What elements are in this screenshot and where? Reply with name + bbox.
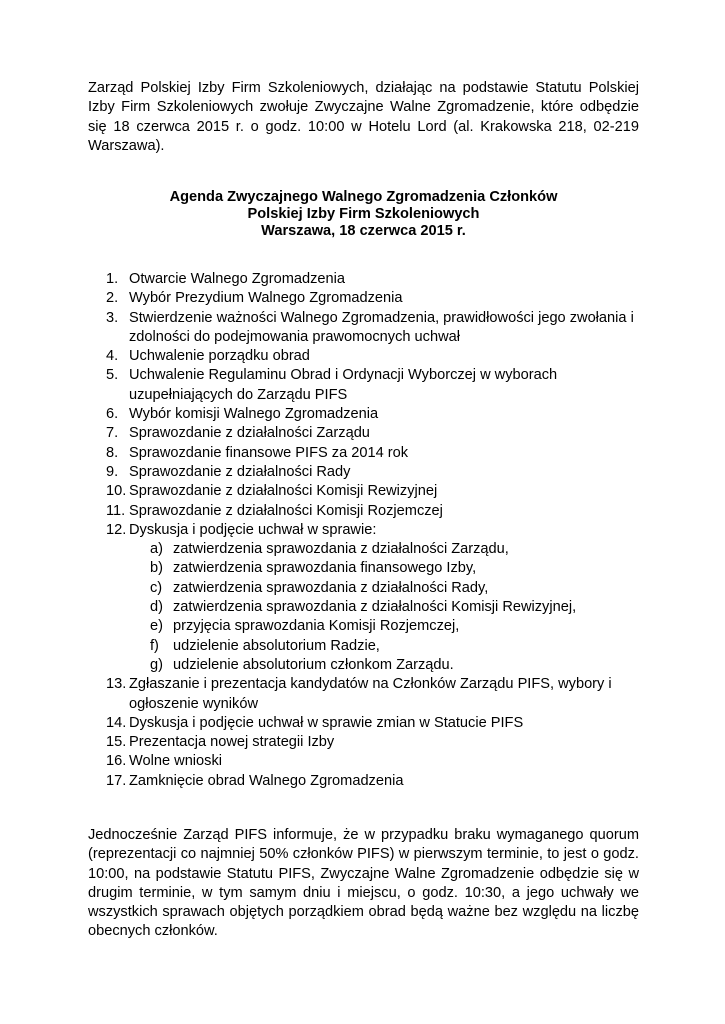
agenda-item-number: 14. <box>106 714 127 731</box>
intro-paragraph: Zarząd Polskiej Izby Firm Szkoleniowych, działając na podstawie Statutu Polskiej Izby Firm Szkoleniowych zwołuje Zwyczajne Walne Zgromadzenie, które odbędzie się 18 czerwca 2015 r. o godz. 10:00 w Hotelu Lord (al. Krakowska 218, 02-219 Warszawa). <box>88 80 639 154</box>
agenda-sub-item-text: udzielenie absolutorium członkom Zarządu. <box>173 656 454 673</box>
agenda-item <box>88 521 648 540</box>
agenda-item-text: Uchwalenie Regulaminu Obrad i Ordynacji Wyborczej w wyborach uzupełniających do Zarządu PIFS <box>129 367 558 403</box>
agenda-item-number: 13. <box>106 676 127 693</box>
agenda-item <box>88 772 648 791</box>
agenda-sub-item <box>88 637 648 656</box>
agenda-sub-item <box>88 540 648 559</box>
agenda-item-number: 1. <box>106 271 119 287</box>
agenda-item-number: 12. <box>106 521 127 538</box>
agenda-item-text: Sprawozdanie z działalności Komisji Rewizyjnej <box>129 483 438 500</box>
agenda-sub-item-letter: f) <box>150 637 159 654</box>
agenda-item <box>88 405 648 424</box>
agenda-sub-item-text: udzielenie absolutorium Radzie, <box>173 637 380 654</box>
agenda-item-number: 6. <box>106 406 119 423</box>
agenda-item-number: 17. <box>106 772 127 789</box>
agenda-sub-item <box>88 598 648 617</box>
agenda-item <box>88 444 648 463</box>
agenda-item-text: Sprawozdanie z działalności Komisji Rozjemczej <box>129 502 443 519</box>
agenda-item-number: 11. <box>106 502 126 519</box>
agenda-title-line-2: Polskiej Izby Firm Szkoleniowych <box>247 206 480 222</box>
agenda-sub-item-text: zatwierdzenia sprawozdania z działalności Rady, <box>173 579 489 596</box>
agenda-sub-item-text: zatwierdzenia sprawozdania finansowego Izby, <box>173 560 477 577</box>
agenda-item-text: Zgłaszanie i prezentacja kandydatów na Członków Zarządu PIFS, wybory i ogłoszenie wyników <box>129 676 612 712</box>
agenda-title-line-3: Warszawa, 18 czerwca 2015 r. <box>261 223 466 239</box>
agenda-sub-item <box>88 656 648 675</box>
agenda-sub-item <box>88 617 648 636</box>
agenda-item-number: 4. <box>106 348 119 365</box>
agenda-item <box>88 463 648 482</box>
agenda-title-line-1: Agenda Zwyczajnego Walnego Zgromadzenia Członków <box>169 189 558 205</box>
agenda-item <box>88 366 648 405</box>
agenda-item-text: Stwierdzenie ważności Walnego Zgromadzenia, prawidłowości jego zwołania i zdolności do podejmowania prawomocnych uchwał <box>129 309 634 345</box>
agenda-item-number: 15. <box>106 734 127 751</box>
agenda-item-text: Sprawozdanie z działalności Rady <box>129 463 351 480</box>
agenda-item-number: 7. <box>106 425 119 442</box>
agenda-sub-item-text: zatwierdzenia sprawozdania z działalności Komisji Rewizyjnej, <box>173 599 577 616</box>
agenda-item-text: Dyskusja i podjęcie uchwał w sprawie: <box>129 521 377 538</box>
agenda-item <box>88 714 648 733</box>
agenda-sub-item <box>88 579 648 598</box>
agenda-sub-item-letter: a) <box>150 541 163 558</box>
agenda-item <box>88 424 648 443</box>
agenda-list <box>88 270 648 791</box>
agenda-item-number: 5. <box>106 367 119 384</box>
agenda-item-text: Wolne wnioski <box>129 753 223 770</box>
agenda-sub-item-letter: d) <box>150 599 163 616</box>
agenda-sub-item-letter: e) <box>150 618 163 635</box>
agenda-item <box>88 270 648 289</box>
agenda-item-text: Prezentacja nowej strategii Izby <box>129 734 335 751</box>
agenda-item-number: 9. <box>106 463 119 480</box>
agenda-item <box>88 482 648 501</box>
agenda-item <box>88 289 648 308</box>
agenda-item <box>88 309 648 348</box>
agenda-item-text: Zamknięcie obrad Walnego Zgromadzenia <box>129 772 404 789</box>
agenda-item <box>88 752 648 771</box>
agenda-sub-item-letter: c) <box>150 579 163 596</box>
agenda-title <box>88 189 639 240</box>
agenda-item-number: 16. <box>106 753 127 770</box>
agenda-sub-item-text: zatwierdzenia sprawozdania z działalności Zarządu, <box>173 541 509 558</box>
agenda-item-text: Dyskusja i podjęcie uchwał w sprawie zmian w Statucie PIFS <box>129 714 524 731</box>
agenda-item <box>88 502 648 521</box>
agenda-item-number: 10. <box>106 483 127 500</box>
agenda-item-number: 8. <box>106 444 119 461</box>
agenda-item-number: 2. <box>106 290 119 307</box>
agenda-item <box>88 733 648 752</box>
agenda-item-number: 3. <box>106 309 119 326</box>
closing-paragraph: Jednocześnie Zarząd PIFS informuje, że w przypadku braku wymaganego quorum (reprezentacji co najmniej 50% członków PIFS) w pierwszym terminie, to jest o godz. 10:00, na podstawie Statutu PIFS, Zwyczajne Walne Zgromadzenie odbędzie się w drugim terminie, w tym samym dniu i miejscu, o godz. 10:30, a jego uchwały we wszystkich sprawach objętych porządkiem obrad będą ważne bez względu na liczbę obecnych członków. <box>88 827 639 940</box>
agenda-item <box>88 347 648 366</box>
agenda-sub-item-letter: g) <box>150 656 163 673</box>
agenda-item-text: Otwarcie Walnego Zgromadzenia <box>129 271 346 287</box>
agenda-item-text: Uchwalenie porządku obrad <box>129 348 310 365</box>
agenda-sub-item <box>88 559 648 578</box>
agenda-sub-item-letter: b) <box>150 560 163 577</box>
agenda-sub-item-text: przyjęcia sprawozdania Komisji Rozjemczej, <box>173 618 460 635</box>
agenda-item <box>88 675 648 714</box>
agenda-item-text: Wybór Prezydium Walnego Zgromadzenia <box>129 290 403 307</box>
agenda-item-text: Sprawozdanie finansowe PIFS za 2014 rok <box>129 444 409 461</box>
agenda-item-text: Sprawozdanie z działalności Zarządu <box>129 425 370 442</box>
agenda-item-text: Wybór komisji Walnego Zgromadzenia <box>129 406 379 423</box>
